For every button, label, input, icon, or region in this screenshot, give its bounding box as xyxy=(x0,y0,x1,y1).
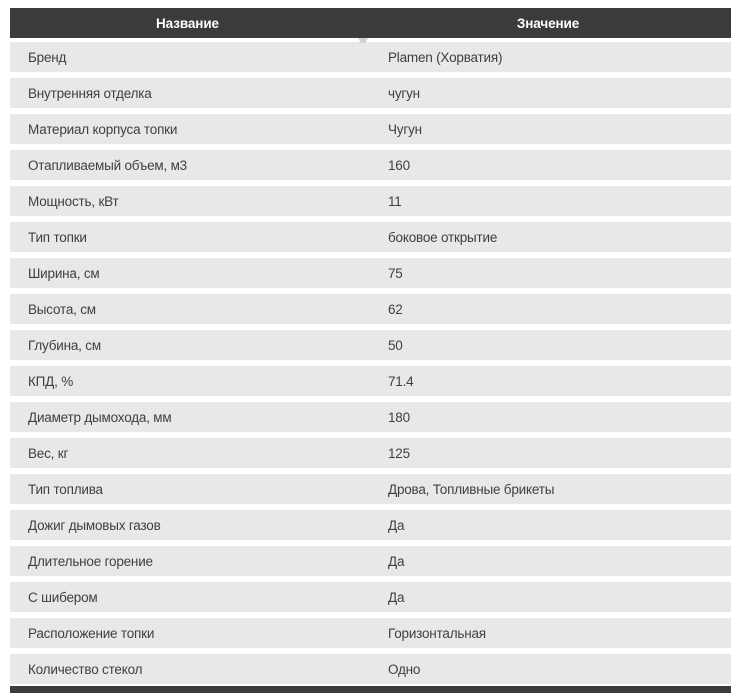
spec-value-cell: 11 xyxy=(388,193,402,209)
spec-value-cell: 50 xyxy=(388,337,403,353)
spec-value-cell: Да xyxy=(388,553,405,569)
table-row xyxy=(10,438,731,468)
table-row xyxy=(10,654,731,684)
table-row xyxy=(10,150,731,180)
spec-name-cell: С шибером xyxy=(28,589,98,605)
table-row xyxy=(10,510,731,540)
spec-name-cell: Ширина, см xyxy=(28,265,100,281)
spec-value-cell: 125 xyxy=(388,445,410,461)
spec-name-cell: Внутренняя отделка xyxy=(28,85,152,101)
column-header-name: Название xyxy=(156,15,219,31)
table-bottom-bar xyxy=(10,686,731,693)
spec-name-cell: Дожиг дымовых газов xyxy=(28,517,161,533)
table-body xyxy=(10,42,731,684)
table-row xyxy=(10,222,731,252)
spec-name-cell: Тип топки xyxy=(28,229,87,245)
spec-name-cell: Мощность, кВт xyxy=(28,193,119,209)
spec-value-cell: Да xyxy=(388,589,405,605)
table-header-row xyxy=(10,8,731,38)
table-row xyxy=(10,186,731,216)
column-header-value: Значение xyxy=(516,15,580,31)
spec-value-cell: чугун xyxy=(388,85,420,101)
spec-name-cell: Тип топлива xyxy=(28,481,103,497)
table-row xyxy=(10,78,731,108)
spec-value-cell: боковое открытие xyxy=(388,229,498,245)
spec-value-cell: Да xyxy=(388,517,405,533)
spec-name-cell: Глубина, см xyxy=(28,337,101,353)
table-row xyxy=(10,366,731,396)
spec-value-cell: 62 xyxy=(388,301,403,317)
spec-name-cell: Высота, см xyxy=(28,301,96,317)
spec-name-cell: КПД, % xyxy=(28,373,74,389)
table-row xyxy=(10,546,731,576)
spec-value-cell: 180 xyxy=(388,409,410,425)
table-row xyxy=(10,258,731,288)
spec-value-cell: 71.4 xyxy=(388,373,414,389)
spec-value-cell: Дрова, Топливные брикеты xyxy=(388,481,555,497)
spec-value-cell: 75 xyxy=(388,265,403,281)
spec-value-cell: 160 xyxy=(388,157,410,173)
spec-name-cell: Отапливаемый объем, м3 xyxy=(28,157,187,173)
specifications-table xyxy=(10,8,731,693)
spec-name-cell: Вес, кг xyxy=(28,445,69,461)
table-row xyxy=(10,618,731,648)
table-row xyxy=(10,582,731,612)
table-row xyxy=(10,402,731,432)
spec-name-cell: Бренд xyxy=(28,49,67,65)
table-row xyxy=(10,114,731,144)
spec-name-cell: Расположение топки xyxy=(28,625,155,641)
spec-name-cell: Диаметр дымохода, мм xyxy=(28,409,172,425)
table-row xyxy=(10,330,731,360)
spec-value-cell: Одно xyxy=(388,661,421,677)
table-row xyxy=(10,294,731,324)
spec-value-cell: Горизонтальная xyxy=(388,625,486,641)
spec-value-cell: Чугун xyxy=(388,121,422,137)
table-row xyxy=(10,42,731,72)
spec-name-cell: Длительное горение xyxy=(28,553,153,569)
spec-name-cell: Материал корпуса топки xyxy=(28,121,178,137)
table-row xyxy=(10,474,731,504)
spec-value-cell: Plamen (Хорватия) xyxy=(388,49,503,65)
spec-name-cell: Количество стекол xyxy=(28,661,143,677)
